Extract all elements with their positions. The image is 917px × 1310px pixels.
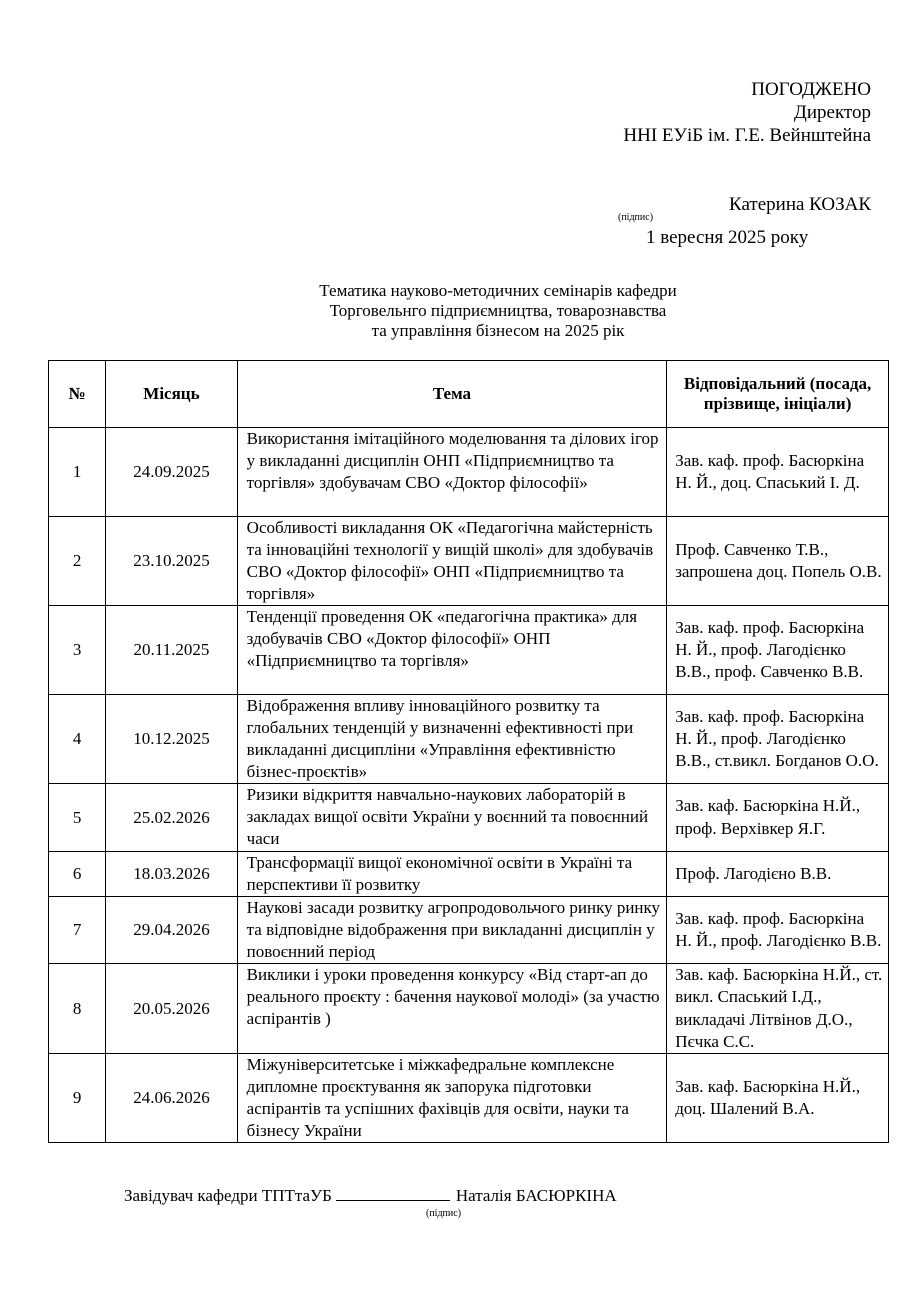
table-row: [49, 517, 889, 606]
row-number: 7: [49, 897, 106, 964]
row-date: 20.11.2025: [106, 606, 237, 695]
row-responsible: Зав. каф. Басюркіна Н.Й., проф. Верхівкер Я.Г.: [667, 784, 889, 852]
row-date: 24.06.2026: [106, 1054, 237, 1143]
row-date: 23.10.2025: [106, 517, 237, 606]
row-date: 25.02.2026: [106, 784, 237, 852]
row-number: 3: [49, 606, 106, 695]
row-topic: Трансформації вищої економічної освіти в Україні та перспективи її розвитку: [237, 852, 667, 897]
row-date: 10.12.2025: [106, 695, 237, 784]
row-responsible: Проф. Лагодієно В.В.: [667, 852, 889, 897]
row-topic: Особливості викладання ОК «Педагогічна майстерність та інноваційні технології у вищій школі» для здобувачів СВО «Доктор філософії» ОНП «Підприємництво та торгівля»: [237, 517, 667, 606]
title-line-2: Торговельнго підприємництва, товарознавства: [329, 301, 667, 320]
row-number: 8: [49, 964, 106, 1054]
footer-signature-hint: (підпис): [426, 1208, 462, 1219]
table-row: [49, 428, 889, 517]
row-date: 24.09.2025: [106, 428, 237, 517]
approval-signature-hint: (підпис): [618, 212, 654, 223]
row-date: 20.05.2026: [106, 964, 237, 1054]
approval-position: Директор: [793, 102, 871, 123]
approval-date: 1 вересня 2025 року: [646, 227, 809, 248]
row-responsible: Зав. каф. проф. Басюркіна Н. Й., проф. Лагодієнко В.В., ст.викл. Богданов О.О.: [667, 695, 889, 784]
table-row: [49, 852, 889, 897]
approval-name: Катерина КОЗАК: [729, 194, 871, 215]
signature-line: [336, 1186, 450, 1201]
table-row: [49, 606, 889, 695]
row-responsible: Проф. Савченко Т.В., запрошена доц. Попель О.В.: [667, 517, 889, 606]
row-date: 29.04.2026: [106, 897, 237, 964]
title-line-3: та управління бізнесом на 2025 рік: [371, 321, 625, 340]
row-topic: Тенденції проведення ОК «педагогічна практика» для здобувачів СВО «Доктор філософії» ОНП «Підприємництво та торгівля»: [237, 606, 667, 695]
row-number: 9: [49, 1054, 106, 1143]
header-month: Місяць: [106, 361, 237, 428]
row-topic: Наукові засади розвитку агропродовольчого ринку ринку та відповідне відображення при викладанні дисциплін у повоєнний період: [237, 897, 667, 964]
table-row: [49, 897, 889, 964]
table-row: [49, 964, 889, 1054]
row-number: 5: [49, 784, 106, 852]
approval-block: [623, 78, 871, 216]
row-number: 1: [49, 428, 106, 517]
approval-institute: ННІ ЕУіБ ім. Г.Е. Вейнштейна: [623, 125, 871, 146]
title-line-1: Тематика науково-методичних семінарів кафедри: [319, 281, 677, 300]
footer-signature: [124, 1186, 617, 1206]
table-header-row: [49, 361, 889, 428]
row-topic: Міжуніверситетське і міжкафедральне комплексне дипломне проєктування як запорука підготовки аспірантів та успішних фахівців для освіти, науки та бізнесу України: [237, 1054, 667, 1143]
row-responsible: Зав. каф. Басюркіна Н.Й., ст. викл. Спаський І.Д., викладачі Літвінов Д.О., Пєчка С.С.: [667, 964, 889, 1054]
row-number: 4: [49, 695, 106, 784]
footer-position: Завідувач кафедри ТПТтаУБ: [124, 1186, 332, 1205]
row-number: 6: [49, 852, 106, 897]
table-row: [49, 784, 889, 852]
row-responsible: Зав. каф. проф. Басюркіна Н. Й., проф. Лагодієнко В.В.: [667, 897, 889, 964]
footer-name: Наталія БАСЮРКІНА: [455, 1186, 617, 1205]
document-title: [0, 281, 917, 341]
row-topic: Ризики відкриття навчально-наукових лабораторій в закладах вищої освіти України у воєнний та повоєнний часи: [237, 784, 667, 852]
table-row: [49, 695, 889, 784]
row-topic: Відображення впливу інноваційного розвитку та глобальних тенденцій у визначенні ефективності при викладанні дисципліни «Управління ефективністю бізнес-проєктів»: [237, 695, 667, 784]
row-date: 18.03.2026: [106, 852, 237, 897]
header-topic: Тема: [237, 361, 667, 428]
table-row: [49, 1054, 889, 1143]
row-topic: Виклики і уроки проведення конкурсу «Від старт-ап до реального проєкту : бачення наукової молоді» (за участю аспірантів ): [237, 964, 667, 1054]
row-responsible: Зав. каф. проф. Басюркіна Н. Й., проф. Лагодієнко В.В., проф. Савченко В.В.: [667, 606, 889, 695]
seminar-schedule-table: [48, 360, 889, 1143]
row-number: 2: [49, 517, 106, 606]
header-number: №: [49, 361, 106, 428]
header-responsible: Відповідальний (посада, прізвище, ініціали): [667, 361, 889, 428]
approval-heading: ПОГОДЖЕНО: [751, 79, 871, 100]
row-topic: Використання імітаційного моделювання та ділових ігор у викладанні дисциплін ОНП «Підприємництво та торгівля» здобувачам СВО «Доктор філософії»: [237, 428, 667, 517]
row-responsible: Зав. каф. Басюркіна Н.Й., доц. Шалений В.А.: [667, 1054, 889, 1143]
row-responsible: Зав. каф. проф. Басюркіна Н. Й., доц. Спаський І. Д.: [667, 428, 889, 517]
